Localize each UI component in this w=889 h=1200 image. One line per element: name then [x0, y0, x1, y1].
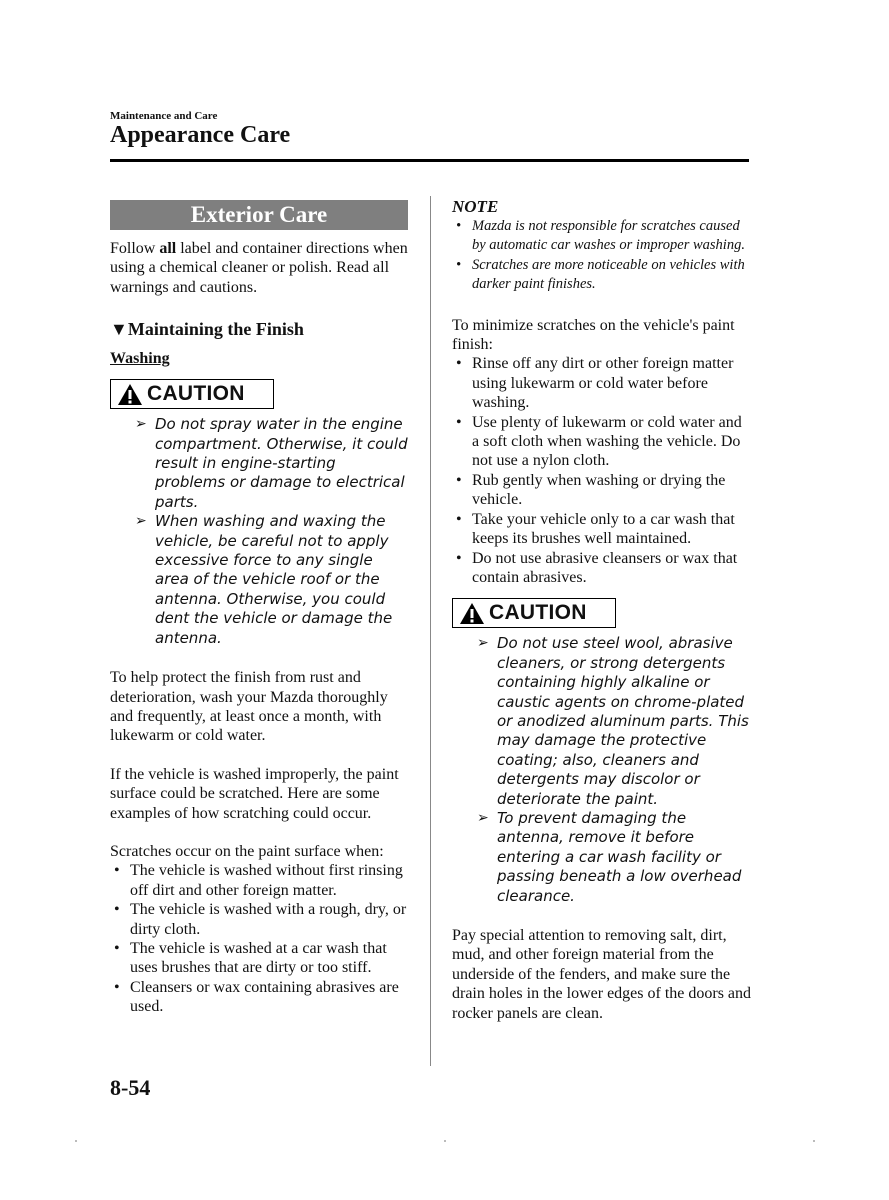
bullet-icon: •	[456, 549, 462, 567]
arrow-bullet-icon: ➢	[135, 416, 147, 433]
note-list	[452, 217, 752, 295]
washing-heading: Washing	[110, 350, 170, 368]
exterior-care-banner: Exterior Care	[110, 200, 408, 230]
caution-item	[452, 634, 752, 809]
list-item-text: Rub gently when washing or drying the vehicle.	[472, 471, 726, 509]
subhead-text: Maintaining the Finish	[127, 319, 304, 340]
list-item-text: Cleansers or wax containing abrasives are used.	[130, 978, 399, 1016]
list-item	[452, 510, 752, 549]
left-column	[110, 200, 410, 1017]
caution-label: CAUTION	[147, 382, 245, 406]
caution-label: CAUTION	[489, 601, 587, 625]
bullet-icon: •	[114, 862, 120, 880]
caution-box	[452, 598, 616, 628]
list-item-text: Rinse off any dirt or other foreign matter using lukewarm or cold water before washing.	[472, 355, 734, 412]
caution-item	[452, 809, 752, 906]
caution-list	[110, 415, 410, 648]
list-item	[110, 861, 410, 900]
arrow-bullet-icon: ➢	[135, 513, 147, 530]
note-text: Scratches are more noticeable on vehicles with darker paint finishes.	[472, 256, 745, 293]
caution-text: Do not use steel wool, abrasive cleaners, or strong detergents containing highly alkaline or caustic agents on chrome-plated or anodized aluminum parts. This may damage the protective coating; also, cleaners and detergents may discolor or deteriorate the paint.	[497, 634, 749, 808]
bullet-icon: •	[114, 939, 120, 957]
intro-text-start: Follow	[110, 240, 160, 257]
arrow-bullet-icon: ➢	[477, 809, 489, 826]
list-item	[452, 354, 752, 412]
list-item	[110, 900, 410, 939]
header-rule	[110, 159, 749, 162]
note-heading: NOTE	[452, 197, 499, 216]
bullet-icon: •	[456, 471, 462, 489]
list-item-text: Use plenty of lukewarm or cold water and a soft cloth when washing the vehicle. Do not use a nylon cloth.	[472, 413, 742, 470]
right-column	[452, 197, 752, 1023]
column-divider	[430, 196, 431, 1066]
warning-icon	[117, 383, 143, 406]
list-item	[110, 939, 410, 978]
note-item	[452, 256, 752, 295]
paragraph: Pay special attention to removing salt, dirt, mud, and other foreign material from the underside of the fenders, and make sure the drain holes in the lower edges of the doors and rocker panels are clean.	[452, 927, 752, 1022]
page-number: 8-54	[110, 1075, 151, 1100]
caution-box	[110, 379, 274, 409]
bullet-icon: •	[456, 355, 462, 373]
paragraph: To minimize scratches on the vehicle's paint finish:	[452, 316, 735, 354]
caution-text: Do not spray water in the engine compartment. Otherwise, it could result in engine-starting problems or damage to electrical parts.	[155, 415, 408, 511]
caution-text: When washing and waxing the vehicle, be careful not to apply excessive force to any single area of the vehicle roof or the antenna. Otherwise, you could dent the vehicle or damage the antenna.	[155, 512, 393, 647]
scan-dot	[75, 1140, 77, 1142]
page-title: Appearance Care	[110, 122, 291, 148]
note-text: Mazda is not responsible for scratches caused by automatic car washes or improper washing.	[472, 218, 745, 254]
maintaining-finish-heading	[110, 318, 410, 340]
bullet-icon: •	[114, 978, 120, 996]
section-label: Maintenance and Care	[110, 110, 218, 122]
intro-paragraph	[110, 239, 410, 297]
caution-item	[110, 512, 410, 648]
arrow-bullet-icon: ➢	[477, 635, 489, 652]
list-item	[452, 413, 752, 471]
bullet-icon: •	[456, 413, 462, 431]
scan-dot	[444, 1140, 446, 1142]
list-item-text: The vehicle is washed with a rough, dry, or dirty cloth.	[130, 901, 407, 938]
list-item-text: The vehicle is washed without first rinsing off dirt and other foreign matter.	[130, 862, 403, 899]
bullet-icon: •	[456, 510, 462, 528]
caution-text: To prevent damaging the antenna, remove it before entering a car wash facility or passing beneath a low overhead clearance.	[497, 808, 742, 905]
list-item-text: Do not use abrasive cleansers or wax that contain abrasives.	[472, 549, 738, 586]
bullet-icon: •	[456, 256, 462, 273]
paragraph: If the vehicle is washed improperly, the paint surface could be scratched. Here are some examples of how scratching could occur.	[110, 765, 399, 822]
bullet-icon: •	[456, 218, 462, 234]
paragraph: Scratches occur on the paint surface when:	[110, 842, 384, 860]
scratch-causes-list	[110, 861, 410, 1016]
intro-text-bold: all	[159, 240, 177, 257]
caution-list	[452, 634, 752, 906]
list-item	[452, 549, 752, 588]
warning-icon	[459, 602, 485, 625]
list-item	[110, 978, 410, 1017]
intro-text-end: label and container directions when using a chemical cleaner or polish. Read all warnings and cautions.	[110, 240, 408, 296]
scan-dot	[813, 1140, 815, 1142]
minimize-scratches-list	[452, 354, 752, 587]
paragraph: To help protect the finish from rust and deterioration, wash your Mazda thoroughly and frequently, at least once a month, with lukewarm or cold water.	[110, 669, 388, 745]
caution-item	[110, 415, 410, 512]
list-item	[452, 471, 752, 510]
list-item-text: Take your vehicle only to a car wash that keeps its brushes well maintained.	[472, 510, 735, 548]
bullet-icon: •	[114, 901, 120, 919]
triangle-down-icon: ▼	[110, 319, 128, 340]
list-item-text: The vehicle is washed at a car wash that uses brushes that are dirty or too stiff.	[130, 939, 387, 977]
note-item	[452, 217, 752, 256]
